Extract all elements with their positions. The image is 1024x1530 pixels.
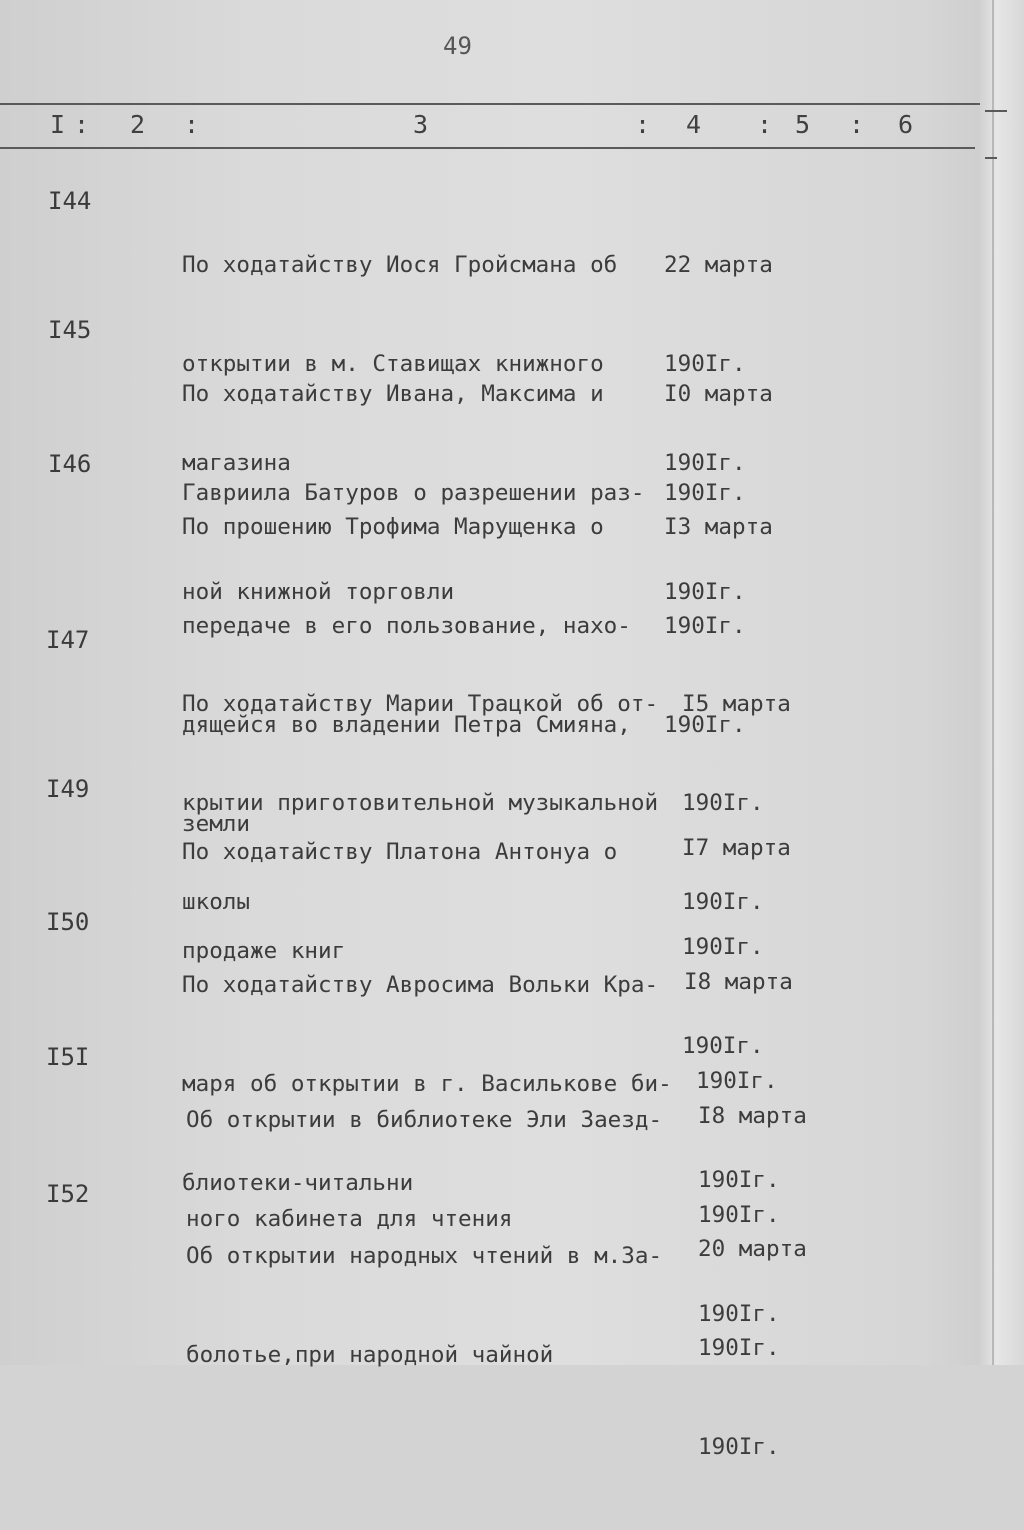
- entry-number: I50: [46, 908, 90, 936]
- entry-date: I7 марта 190Iг. 190Iг.: [682, 835, 791, 1059]
- header-separator: :: [757, 110, 773, 139]
- entry-number: I44: [48, 187, 92, 215]
- header-rule-bottom: [0, 147, 975, 149]
- header-separator: :: [184, 110, 200, 139]
- entry-description: Об открытии в библиотеке Эли Заезд- ного кабинета для чтения: [186, 1107, 663, 1232]
- entry-description: Об открытии народных чтений в м.За- болотье,при народной чайной: [186, 1243, 663, 1368]
- header-separator: :: [849, 110, 865, 139]
- entry-date: 20 марта 190Iг. 190Iг.: [698, 1236, 807, 1460]
- header-rule-tick: [985, 157, 997, 159]
- entry-description: По ходатайству Платона Антонуа о продаже книг: [182, 839, 618, 964]
- entry-description: По ходатайству Иося Гройсмана об открытии в м. Ставищах книжного магазина: [182, 252, 618, 476]
- header-col-2: 2: [130, 110, 146, 139]
- header-col-1: I: [50, 110, 66, 139]
- entry-date: I8 марта 190Iг. 190Iг.: [698, 1103, 807, 1327]
- entry-number: I47: [46, 626, 90, 654]
- entry-number: I45: [48, 316, 92, 344]
- entry-number: I52: [46, 1180, 90, 1208]
- header-separator: :: [74, 110, 90, 139]
- entry-date: 22 марта 190Iг. 190Iг.: [664, 252, 773, 476]
- header-col-3: 3: [413, 110, 429, 139]
- entry-description: По ходатайству Марии Трацкой об от- крытии приготовительной музыкальной школы: [182, 691, 659, 915]
- page-edge: [978, 0, 1024, 1365]
- header-rule-tick: [985, 110, 1007, 112]
- header-col-6: 6: [898, 110, 914, 139]
- entry-date: I5 марта 190Iг. 190Iг.: [682, 691, 791, 915]
- header-col-5: 5: [795, 110, 811, 139]
- entry-number: I46: [48, 450, 92, 478]
- header-col-4: 4: [686, 110, 702, 139]
- entry-description: По ходатайству Авросима Вольки Кра- маря об открытии в г. Василькове би- блиотеки-читальни: [182, 972, 672, 1196]
- page-edge-line: [992, 0, 994, 1365]
- header-rule-top: [0, 103, 980, 105]
- entry-number: I49: [46, 775, 90, 803]
- header-separator: :: [635, 110, 651, 139]
- entry-date: I8 марта 190Iг. 190Iг.: [684, 969, 793, 1193]
- entry-date: I3 марта 190Iг. 190Iг.: [664, 514, 773, 738]
- entry-number: I5I: [46, 1043, 90, 1071]
- entry-date: I0 марта 190Iг. 190Iг.: [664, 381, 773, 605]
- entry-description: По прошению Трофима Марущенка о передаче в его пользование, нахо- дящейся во владении Петра Смияна, земли: [182, 514, 631, 837]
- page-number: 49: [443, 32, 472, 60]
- entry-description: По ходатайству Ивана, Максима и Гавриила Батуров о разрешении раз- ной книжной торговли: [182, 381, 645, 605]
